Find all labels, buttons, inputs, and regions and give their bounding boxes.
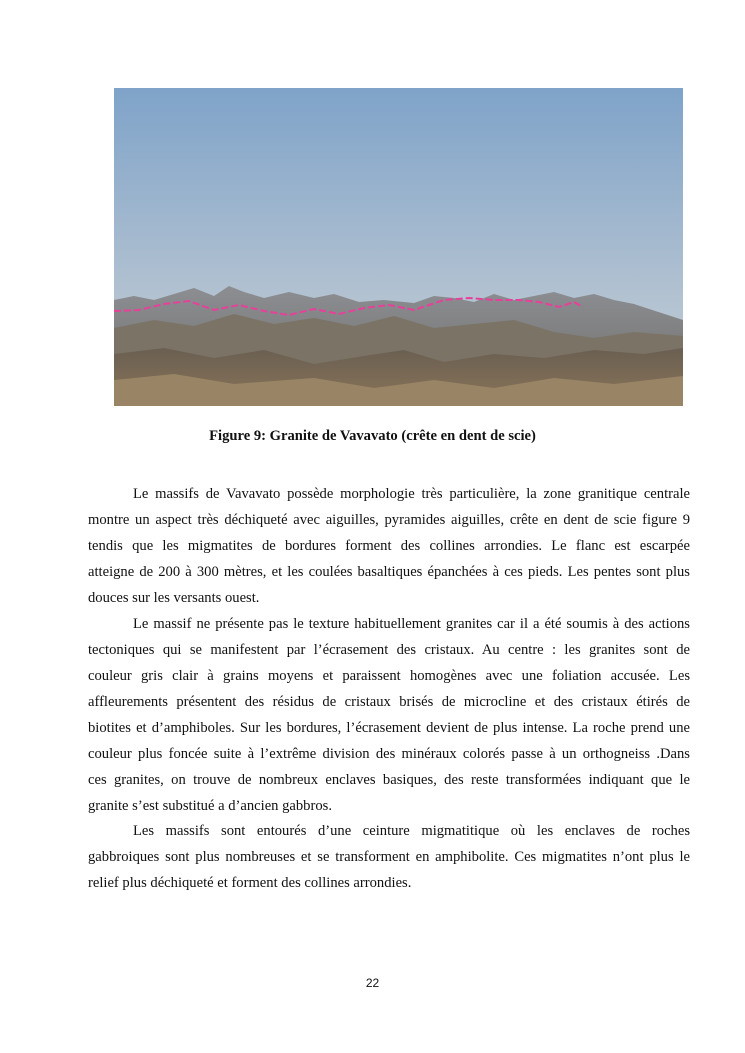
figure-caption: Figure 9: Granite de Vavavato (crête en dent de scie)	[209, 428, 536, 444]
text-line: tectoniques qui se manifestent par l’écrasement des cristaux. Au centre : les granites sont de	[88, 642, 690, 658]
text-line: granite s’est substitué a d’ancien gabbros.	[88, 798, 332, 814]
paragraph-3	[88, 818, 690, 896]
text-line: couleur plus foncée suite à l’extrême division des minéraux colorés passe à un orthogneiss .Dans	[88, 746, 690, 762]
text-line: ces granites, on trouve de nombreux enclaves basiques, des reste transformées indiquant que le	[88, 772, 690, 788]
text-line: Les massifs sont entourés d’une ceinture migmatitique où les enclaves de roches	[133, 823, 690, 839]
text-line: Le massifs de Vavavato possède morphologie très particulière, la zone granitique centrale	[133, 486, 690, 502]
text-line: biotites et d’amphiboles. Sur les bordures, l’écrasement devient de plus intense. La roche prend une	[88, 720, 690, 736]
text-line: Le massif ne présente pas le texture habituellement granites car il a été soumis à des actions	[133, 616, 690, 632]
text-line: atteigne de 200 à 300 mètres, et les coulées basaltiques épanchées à ces pieds. Les pentes sont plus	[88, 564, 690, 580]
text-line: couleur gris clair à grains moyens et paraissent homogènes avec une foliation accusée. Les	[88, 668, 690, 684]
figure-photo-granite-ridge	[114, 88, 683, 406]
paragraph-1	[88, 481, 690, 611]
text-line: douces sur les versants ouest.	[88, 590, 260, 606]
page-number: 22	[365, 976, 380, 990]
text-line: relief plus déchiqueté et forment des collines arrondies.	[88, 875, 412, 891]
text-line: gabbroiques sont plus nombreuses et se transforment en amphibolite. Ces migmatites n’ont plus le	[88, 849, 690, 865]
text-line: tendis que les migmatites de bordures forment des collines arrondies. Le flanc est escarpée	[88, 538, 690, 554]
text-line: montre un aspect très déchiqueté avec aiguilles, pyramides aiguilles, crête en dent de scie figure 9	[88, 512, 690, 528]
text-line: affleurements présentent des résidus de cristaux brisés de microcline et des cristaux étirés de	[88, 694, 690, 710]
paragraph-2	[88, 611, 690, 819]
